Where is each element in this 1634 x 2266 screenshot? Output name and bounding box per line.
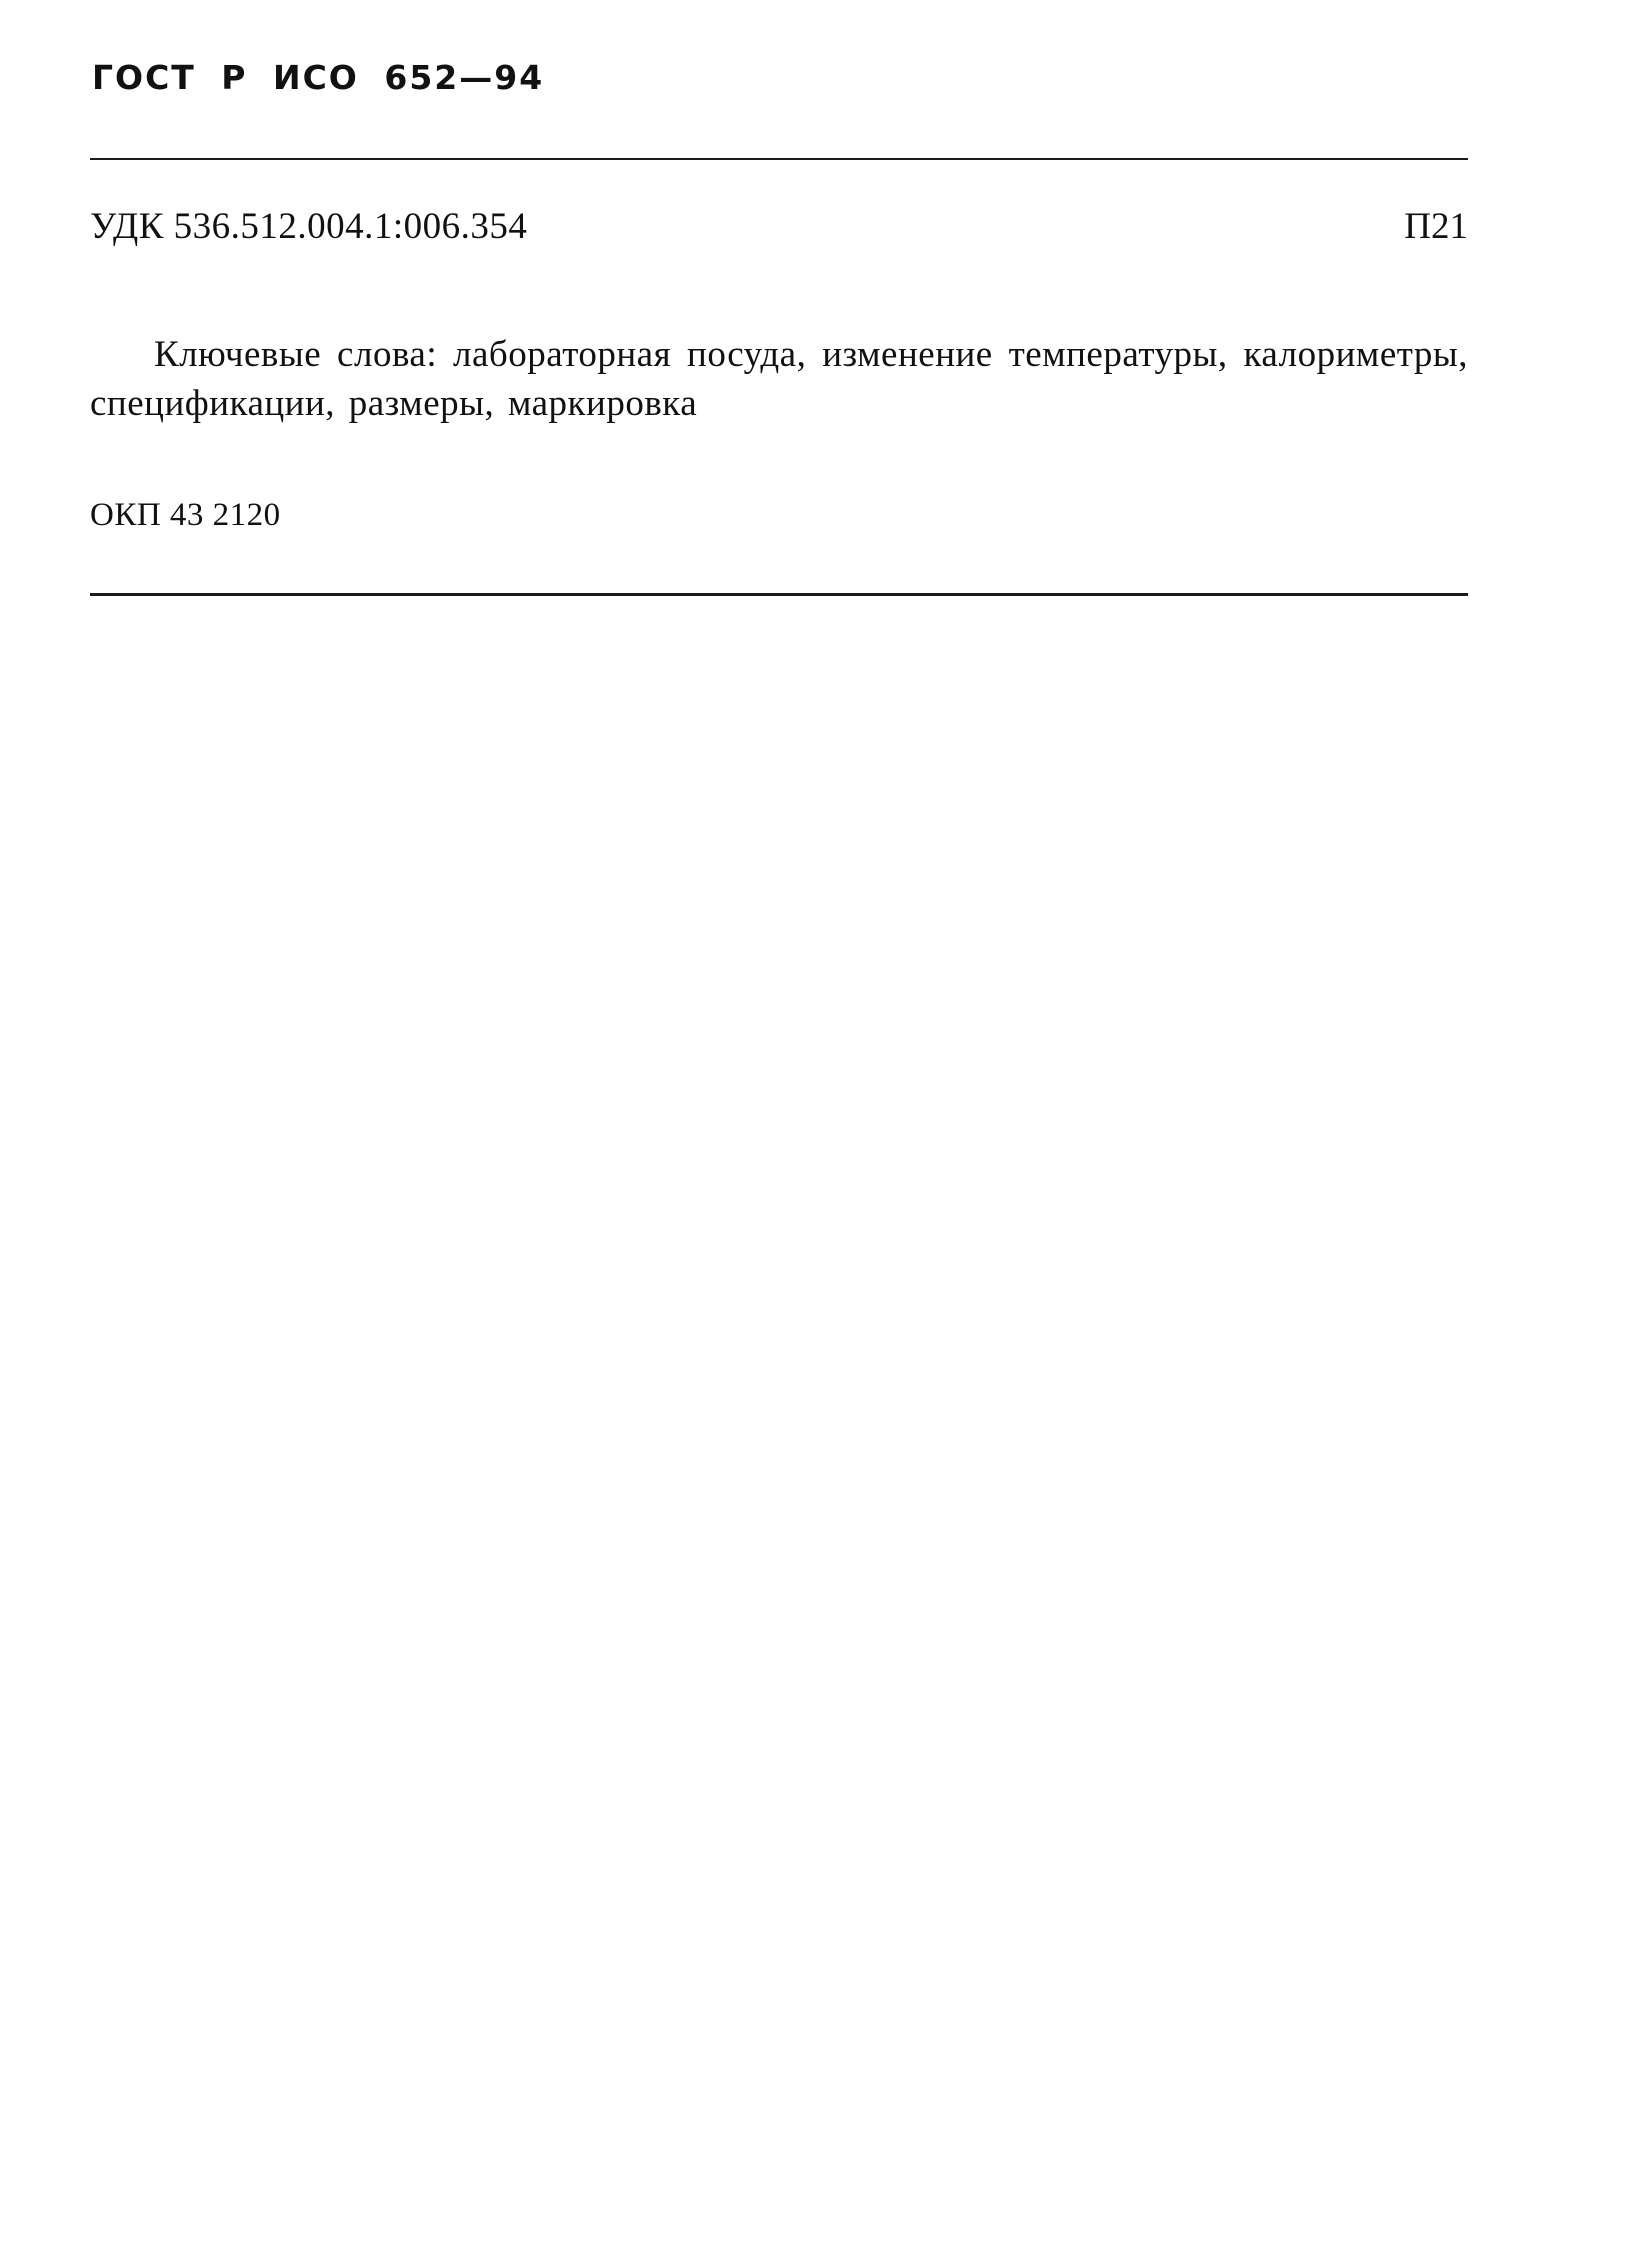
top-divider [90, 158, 1468, 160]
bottom-divider [90, 593, 1468, 596]
udk-row [90, 205, 1468, 255]
standard-designation: ГОСТ Р ИСО 652—94 [92, 58, 545, 97]
udk-code: УДК 536.512.004.1:006.354 [90, 206, 528, 247]
keywords-paragraph: Ключевые слова: лабораторная посуда, изменение температуры, калориметры, спецификации, размеры, маркировка [90, 334, 1468, 424]
classification-code: П21 [1404, 206, 1468, 247]
okp-code: ОКП 43 2120 [90, 497, 281, 533]
